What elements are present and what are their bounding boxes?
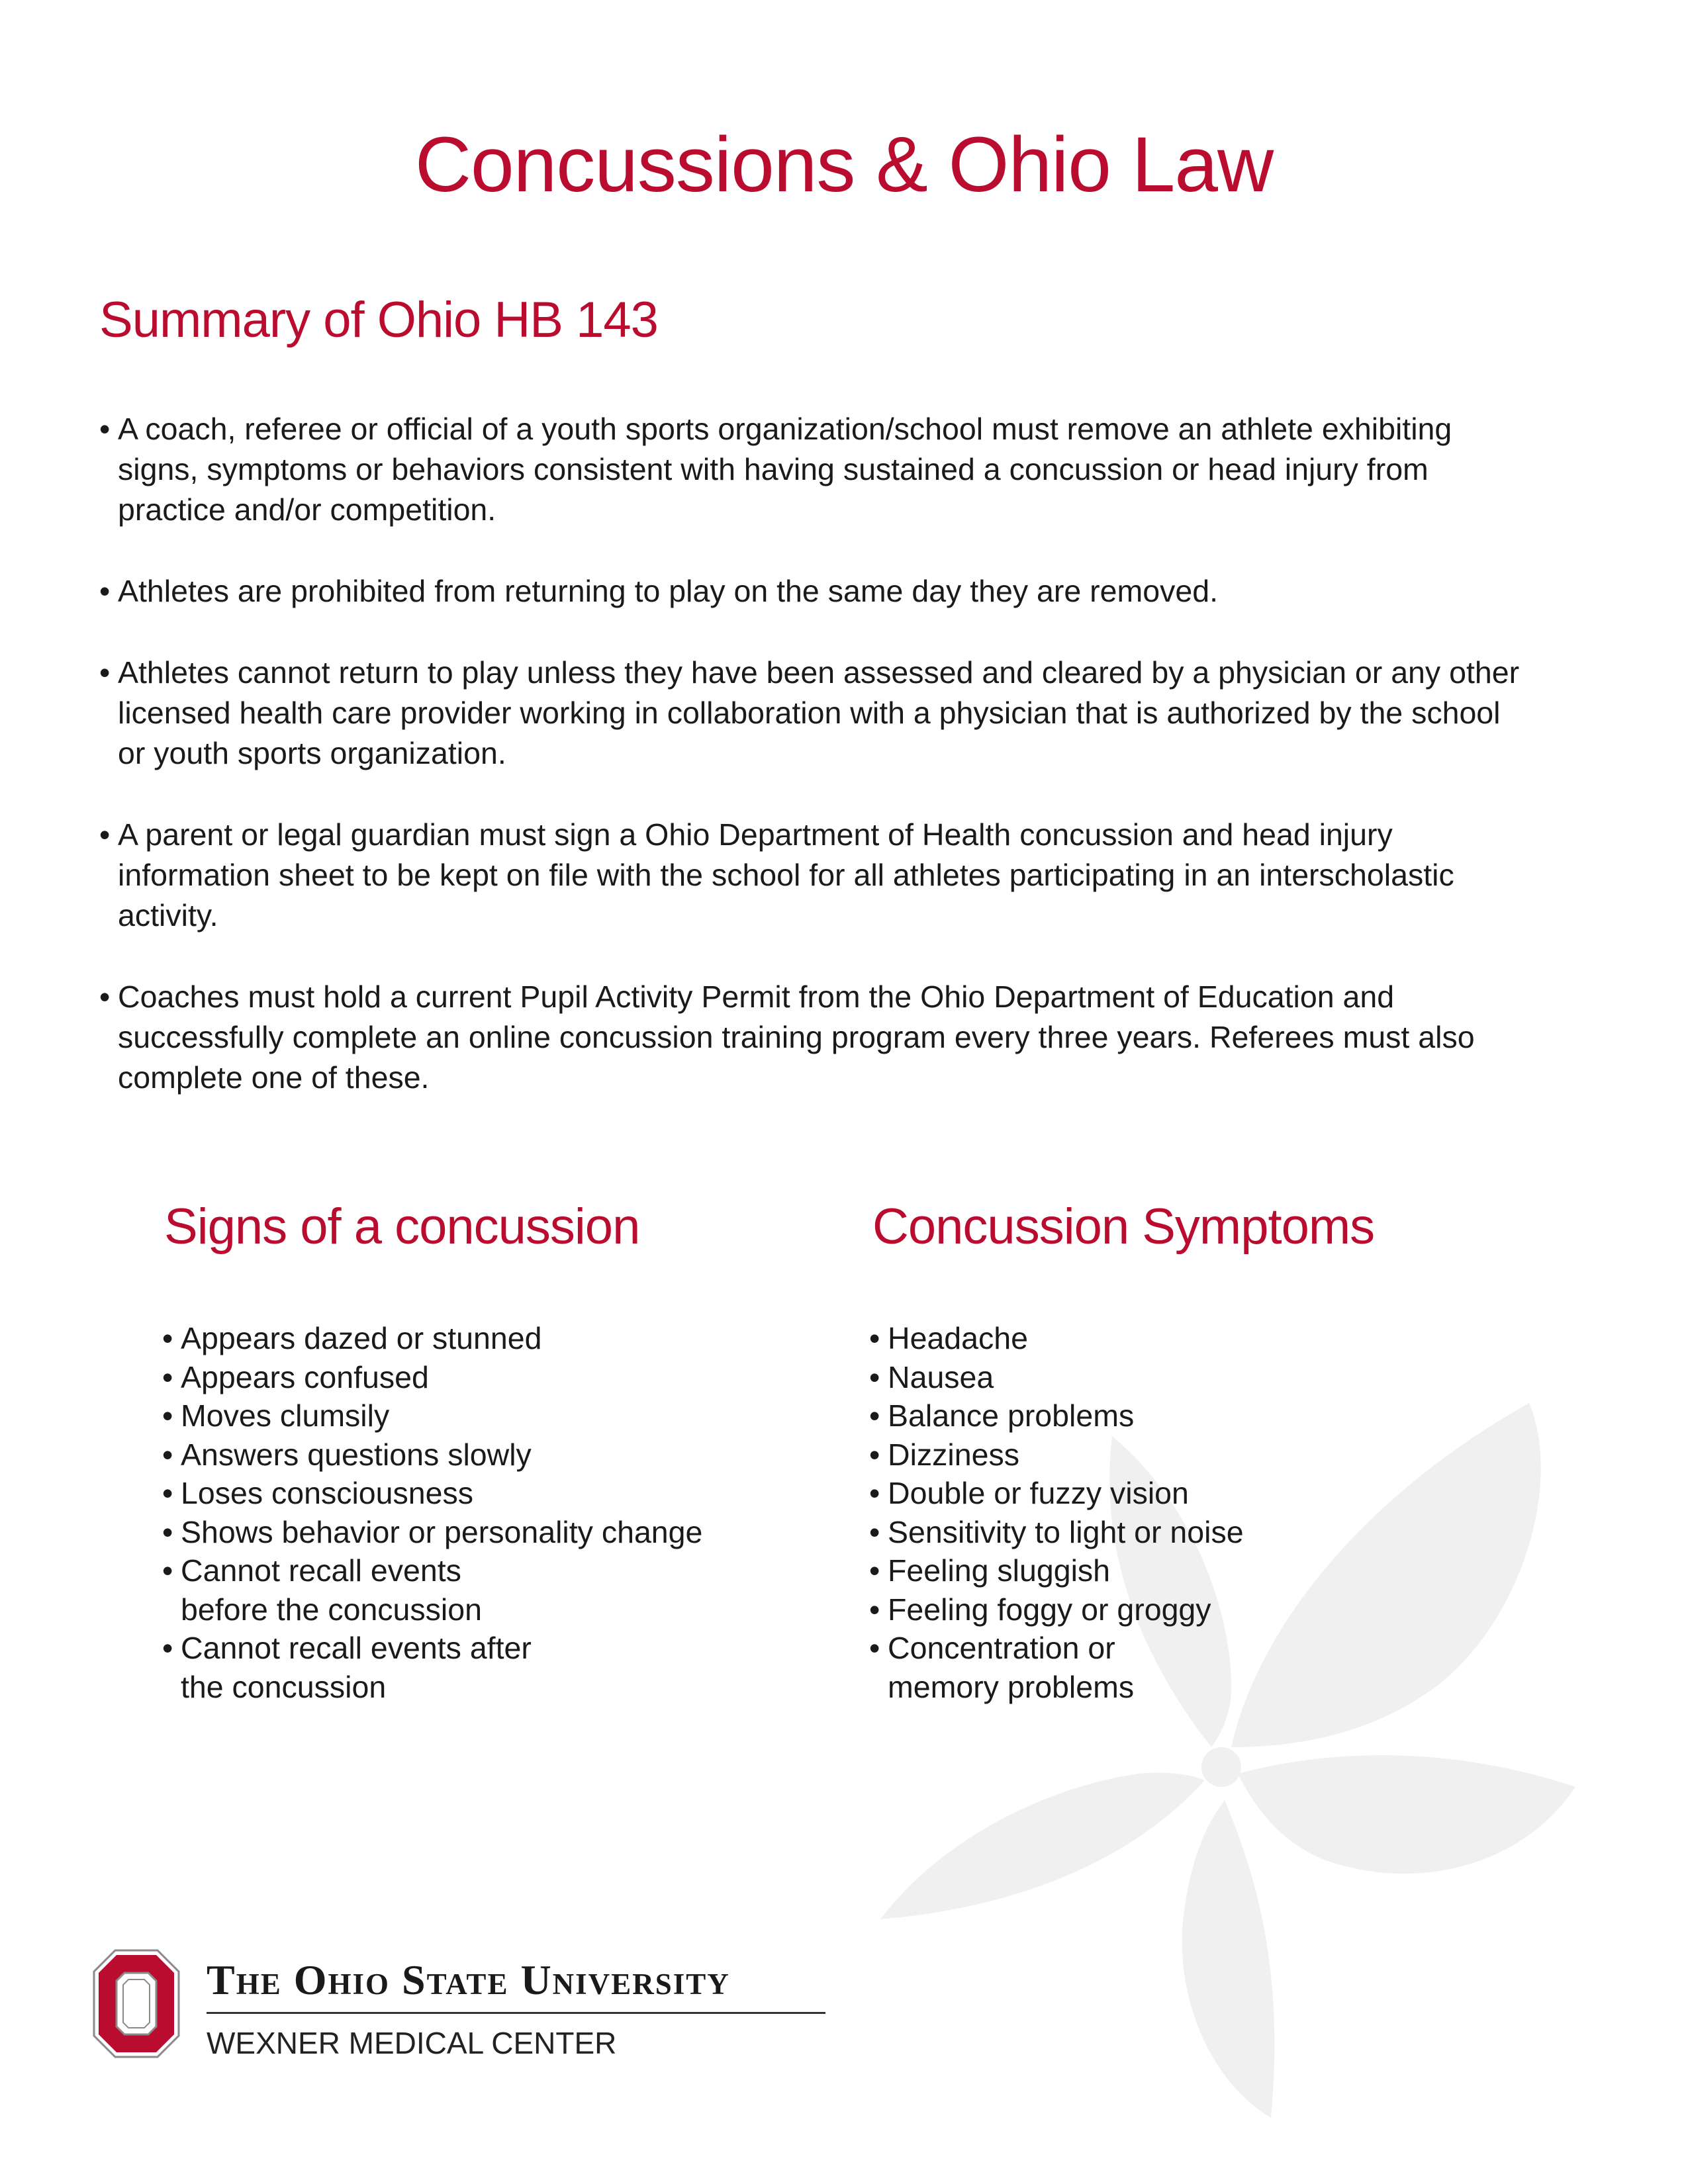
list-item — [99, 815, 1609, 936]
signs-list — [162, 1319, 758, 1706]
summary-item-line: or youth sports organization. — [118, 736, 506, 770]
bullet: • — [869, 1437, 880, 1472]
summary-item-line: A parent or legal guardian must sign a Ohio Department of Health concussion and head injury — [118, 817, 1393, 852]
sign-line: Cannot recall events after — [181, 1631, 532, 1665]
list-item — [162, 1319, 758, 1358]
bullet: • — [869, 1592, 880, 1627]
list-item — [99, 409, 1609, 530]
bullet: • — [162, 1437, 173, 1472]
bullet: • — [99, 979, 111, 1014]
sign-line: the concussion — [181, 1669, 387, 1704]
summary-item-line: A coach, referee or official of a youth sports organization/school must remove an athlete exhibiting — [118, 412, 1452, 446]
symptom-line: Feeling sluggish — [888, 1553, 1111, 1588]
bullet: • — [869, 1359, 880, 1394]
bullet: • — [162, 1476, 173, 1510]
list-item — [162, 1513, 758, 1552]
bullet: • — [869, 1321, 880, 1355]
bullet: • — [99, 817, 111, 852]
university-name-text: The Ohio State University — [207, 1956, 730, 2003]
list-item — [869, 1358, 1333, 1397]
symptoms-heading: Concussion Symptoms — [872, 1199, 1375, 1255]
medical-center-name: WEXNER MEDICAL CENTER — [207, 2026, 617, 2060]
sign-line: Cannot recall events — [181, 1553, 461, 1588]
list-item — [869, 1513, 1333, 1552]
symptom-line: Feeling foggy or groggy — [888, 1592, 1211, 1627]
summary-item-line: complete one of these. — [118, 1060, 430, 1095]
bullet: • — [869, 1631, 880, 1665]
bullet: • — [869, 1514, 880, 1549]
summary-item-line: licensed health care provider working in collaboration with a physician that is authorized by the school — [118, 696, 1501, 730]
bullet: • — [162, 1359, 173, 1394]
summary-item-line: Athletes cannot return to play unless they have been assessed and cleared by a physician or any other — [118, 655, 1520, 690]
bullet: • — [162, 1514, 173, 1549]
signs-heading: Signs of a concussion — [164, 1199, 640, 1255]
symptom-line: Sensitivity to light or noise — [888, 1514, 1244, 1549]
bullet: • — [99, 655, 111, 690]
list-item — [869, 1551, 1333, 1590]
bullet: • — [162, 1321, 173, 1355]
summary-item-line: Coaches must hold a current Pupil Activity Permit from the Ohio Department of Education and — [118, 979, 1395, 1014]
list-item — [162, 1396, 758, 1435]
list-item — [869, 1474, 1333, 1513]
list-item — [869, 1396, 1333, 1435]
list-item — [162, 1551, 758, 1629]
bullet: • — [162, 1553, 173, 1588]
symptom-line: Double or fuzzy vision — [888, 1476, 1189, 1510]
symptom-line: Nausea — [888, 1359, 994, 1394]
bullet: • — [162, 1631, 173, 1665]
summary-heading: Summary of Ohio HB 143 — [99, 292, 658, 348]
bullet: • — [99, 574, 111, 608]
sign-line: Appears dazed or stunned — [181, 1321, 542, 1355]
list-item — [869, 1435, 1333, 1475]
symptom-line: Dizziness — [888, 1437, 1019, 1472]
symptom-line: Balance problems — [888, 1398, 1135, 1433]
summary-item-line: practice and/or competition. — [118, 492, 496, 527]
summary-list — [99, 409, 1609, 1139]
sign-line: Appears confused — [181, 1359, 429, 1394]
block-o-logo-icon — [93, 1949, 180, 2058]
summary-item-line: signs, symptoms or behaviors consistent with having sustained a concussion or head injury from — [118, 452, 1429, 486]
summary-item-line: activity. — [118, 898, 218, 933]
list-item — [869, 1629, 1333, 1706]
symptoms-list — [869, 1319, 1333, 1706]
symptom-line: Headache — [888, 1321, 1028, 1355]
symptom-line: Concentration or — [888, 1631, 1115, 1665]
list-item — [162, 1629, 758, 1706]
list-item — [99, 653, 1609, 774]
bullet: • — [869, 1553, 880, 1588]
bullet: • — [869, 1476, 880, 1510]
sign-line: Moves clumsily — [181, 1398, 390, 1433]
list-item — [99, 571, 1609, 612]
sign-line: before the concussion — [181, 1592, 482, 1627]
symptom-line: memory problems — [888, 1669, 1135, 1704]
summary-item-line: information sheet to be kept on file with the school for all athletes participating in an interscholastic — [118, 858, 1454, 892]
list-item — [162, 1358, 758, 1397]
list-item — [869, 1319, 1333, 1358]
list-item — [162, 1474, 758, 1513]
sign-line: Answers questions slowly — [181, 1437, 532, 1472]
list-item — [99, 977, 1609, 1098]
footer-divider — [207, 2012, 825, 2014]
page-title: Concussions & Ohio Law — [414, 121, 1274, 208]
bullet: • — [162, 1398, 173, 1433]
bullet: • — [869, 1398, 880, 1433]
list-item — [162, 1435, 758, 1475]
bullet: • — [99, 412, 111, 446]
summary-item-line: successfully complete an online concussion training program every three years. Referees must also — [118, 1020, 1475, 1054]
sign-line: Loses consciousness — [181, 1476, 473, 1510]
summary-item-line: Athletes are prohibited from returning to play on the same day they are removed. — [118, 574, 1218, 608]
list-item — [869, 1590, 1333, 1629]
sign-line: Shows behavior or personality change — [181, 1514, 703, 1549]
university-name — [207, 1956, 822, 2005]
